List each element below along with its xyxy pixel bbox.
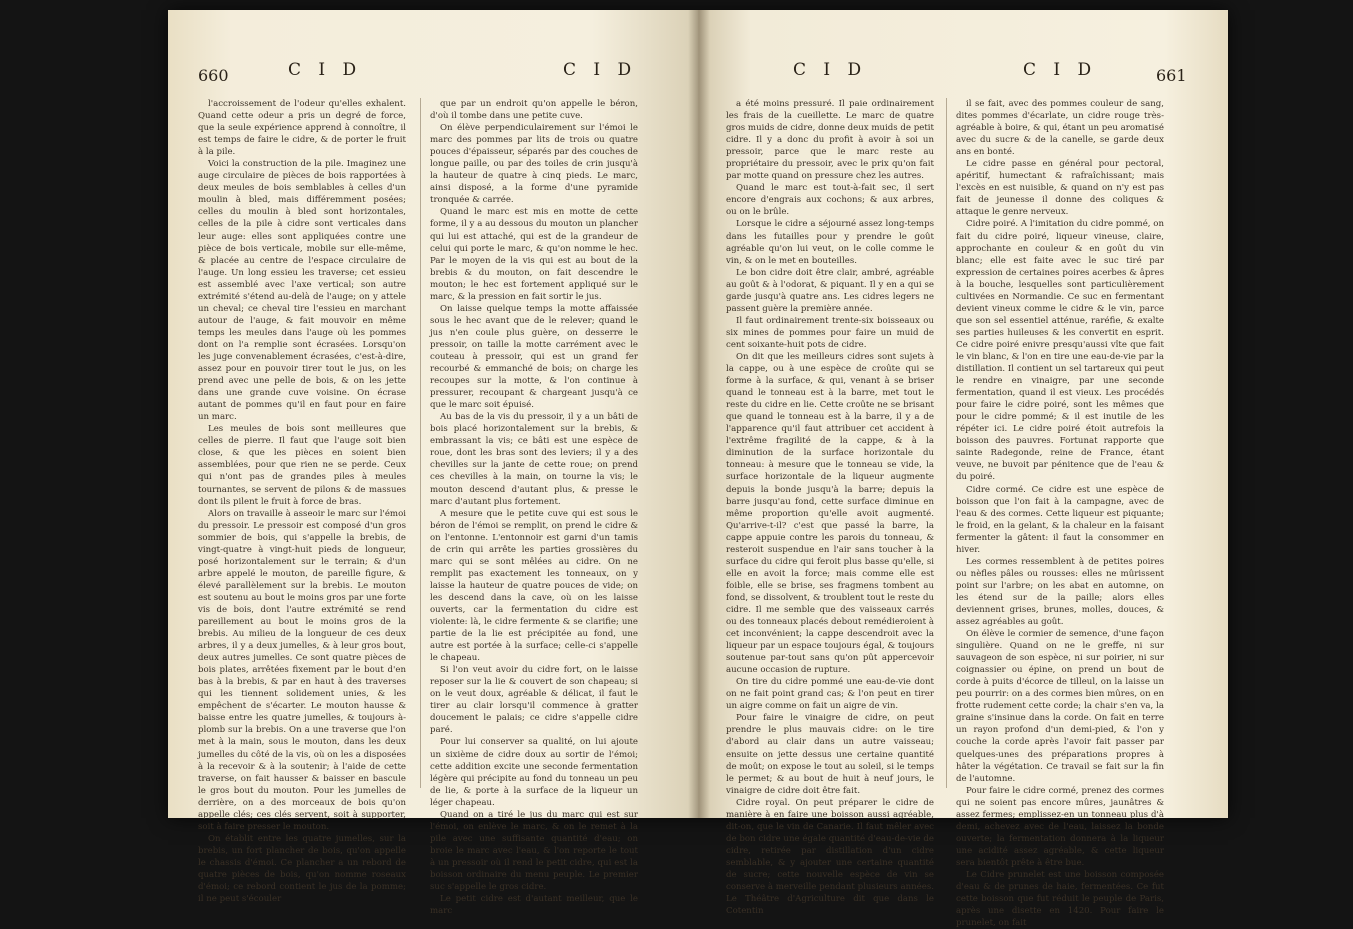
left-column-1 <box>198 98 406 905</box>
page-number-right: 661 <box>1156 66 1187 85</box>
paragraph: Cidre royal. On peut préparer le cidre de manière à en faire une boisson aussi agréable, dit-on, que le vin de Canarie. Il faut mêler avec de bon cidre une égale quantité d'eau-de-vie de cidre, retirée par distillation d'un cidre semblable, & y ajouter une certaine quantité de sucre; cette nouvelle espèce de vin se conserve à merveille pendant plusieurs années. Le Théâtre d'Agriculture dit que dans le Cotentin <box>726 797 934 917</box>
paragraph: On dit que les meilleurs cidres sont sujets à la cappe, ou à une espèce de croûte qui se forme à la surface, & qui, venant à se briser quand le tonneau est à la barre, met tout le reste du cidre en lie. Cette croûte ne se brisant que quand le tonneau est à la barre, il y a de l'apparence qu'il faut attribuer cet accident à l'extrême fragilité de la cappe, & à la diminution de la surface horizontale du tonneau: à mesure que le tonneau se vide, la surface horizontale de la liqueur augmente depuis la bonde jusqu'à la barre; depuis la barre jusqu'au fond, cette surface diminue en même proportion qu'elle avoit augmenté. Qu'arrive-t-il? c'est que passé la barre, la cappe appuie contre les parois du tonneau, & resteroit suspendue en l'air sans toucher à la surface du cidre qui feroit plus basse qu'elle, si elle en avoit la force; mais comme elle est foible, elle se brise, ses fragmens tombent au fond, se dissolvent, & troublent tout le reste du cidre. Il me semble que des vaisseaux carrés ou des tonneaux placés debout remédieroient à cet inconvénient; la cappe descendroit avec la liqueur par un espace toujours égal, & toujours soutenue par-tout sans qu'on pût appercevoir aucune occasion de rupture. <box>726 351 934 676</box>
column-rule <box>420 98 421 788</box>
paragraph: Le petit cidre est d'autant meilleur, que le marc <box>430 894 638 917</box>
right-column-1 <box>726 98 934 917</box>
left-column-2 <box>430 98 638 917</box>
paragraph: Pour faire le cidre cormé, prenez des cormes qui ne soient pas encore mûres, jaunâtres & assez fermes; emplissez-en un tonneau plus d'à demi, achevez avec de l'eau, laissez la bonde ouverte; la fermentation donnera à la liqueur une acidité assez agréable, & cette liqueur sera bientôt prête à être bue. <box>956 785 1164 868</box>
paragraph: Cidre cormé. Ce cidre est une espèce de boisson que l'on fait à la campagne, avec de l'eau & des cormes. Cette liqueur est piquante; le froid, en la gelant, & la chaleur en la faisant fermenter la gâtent: il faut la consommer en hiver. <box>956 484 1164 555</box>
paragraph: A mesure que le petite cuve qui est sous le béron de l'émoi se remplit, on prend le cidre & on l'entonne. L'entonnoir est garni d'un tamis de crin qui arrête les parties grossières du marc qui se sont mêlées au cidre. On ne remplit pas exactement les tonneaux, on y laisse la hauteur de quatre pouces de vide; on les descend dans la cave, où on les laisse ouverts, car la fermentation du cidre est violente: là, le cidre fermente & se clarifie; une partie de la lie est précipitée au fond, une autre est portée à la surface; celle-ci s'appelle le chapeau. <box>430 508 638 664</box>
paragraph: a été moins pressuré. Il paie ordinairement les frais de la cueillette. Le marc de quatre gros muids de cidre, donne deux muids de petit cidre. Il y a donc du profit à avoir à soi un pressoir, parce que le marc reste au propriétaire du pressoir, avec le prix qu'on fait par motte quand on pressure chez les autres. <box>726 99 934 182</box>
paragraph: On tire du cidre pommé une eau-de-vie dont on ne fait point grand cas; & l'on peut en tirer un aigre comme on fait un aigre de vin. <box>726 677 934 712</box>
paragraph: Quand le marc est mis en motte de cette forme, il y a au dessous du mouton un plancher qui lui est attaché, qui est de la grandeur de celui qui porte le marc, & qu'on nomme le hec. Par le moyen de la vis qui est au bout de la brebis & du mouton, on fait descendre le mouton; le hec est fortement appliqué sur le marc, & la pression en fait sortir le jus. <box>430 207 638 302</box>
paragraph: Le cidre passe en général pour pectoral, apéritif, humectant & rafraîchissant; mais l'excès en est nuisible, & quand on n'y est pas fait de jeunesse il donne des coliques & attaque le genre nerveux. <box>956 159 1164 218</box>
page-number-left: 660 <box>198 66 229 85</box>
left-page <box>168 10 698 917</box>
running-header-right: C I D <box>793 60 868 80</box>
running-header-right-col2: C I D <box>1023 60 1098 80</box>
paragraph: Le Cidre prunelet est une boisson composée d'eau & de prunes de haie, fermentées. Ce fut cette boisson que fut réduit le peuple de Paris, après une disette en 1420. Pour faire le prunelet, on fait <box>956 870 1164 929</box>
open-book <box>168 10 1228 929</box>
paragraph: il se fait, avec des pommes couleur de sang, dites pommes d'écarlate, un cidre rouge très-agréable à boire, & qui, étant un peu aromatisé avec du sucre & de la canelle, se garde deux ans en bonté. <box>956 99 1164 158</box>
paragraph: On élève le cormier de semence, d'une façon singulière. Quand on ne le greffe, ni sur sauvageon de son espèce, ni sur poirier, ni sur coignassier ou épine, on prend un bout de corde à puits d'écorce de tilleul, on la laisse un peu pourrir: on a des cormes bien mûres, on en frotte rudement cette corde; la chair s'en va, la graine s'insinue dans la corde. On fait en terre un rayon profond d'un demi-pied, & l'on y couche la corde après l'avoir fait passer par quelques-unes des préparations propres à hâter la végétation. Ce travail se fait sur la fin de l'automne. <box>956 629 1164 784</box>
paragraph: On établit entre les quatre jumelles, sur la brebis, un fort plancher de bois, qu'on appelle le chassis d'émoi. Ce plancher a un rebord de quatre pièces de bois, qu'on nomme roseaux d'émoi; ce rebord contient le jus de la pomme; il ne peut s'écouler <box>198 833 406 905</box>
paragraph: Les meules de bois sont meilleures que celles de pierre. Il faut que l'auge soit bien close, & que les pièces en soient bien assemblées, pour que rien ne se perde. Ceux qui n'ont pas de grandes piles à meules tournantes, se servent de pilons & de massues dont ils pilent le fruit à force de bras. <box>198 424 406 507</box>
column-rule <box>946 98 947 788</box>
book-gutter <box>688 10 710 818</box>
paragraph: Si l'on veut avoir du cidre fort, on le laisse reposer sur la lie & couvert de son chapeau; si on le veut doux, agréable & délicat, il faut le tirer au clair lorsqu'il commence à gratter doucement le palais; ce cidre s'appelle cidre paré. <box>430 665 638 736</box>
paragraph: On laisse quelque temps la motte affaissée sous le hec avant que de le relever; quand le jus n'en coule plus guère, on desserre le pressoir, on taille la motte carrément avec le couteau à pressoir, qui est un grand fer recourbé & emmanché de bois; on charge les recoupes sur la motte, & l'on continue à pressurer, recoupant & chargeant jusqu'à ce que le marc soit épuisé. <box>430 303 638 411</box>
running-header-left: C I D <box>288 60 363 80</box>
paragraph: Les cormes ressemblent à de petites poires ou nèfles pâles ou rousses: elles ne mûrissent point sur l'arbre; on les abat en automne, on les étend sur de la paille; alors elles deviennent grises, brunes, molles, douces, & assez agréables au goût. <box>956 556 1164 628</box>
paragraph: Il faut ordinairement trente-six boisseaux ou six mines de pommes pour faire un muid de cent soixante-huit pots de cidre. <box>726 315 934 350</box>
paragraph: Quand le marc est tout-à-fait sec, il sert encore d'engrais aux cochons; & aux arbres, ou on le brûle. <box>726 183 934 218</box>
paragraph: Alors on travaille à asseoir le marc sur l'émoi du pressoir. Le pressoir est composé d'un gros sommier de bois, qui s'appelle la brebis, de vingt-quatre à vingt-huit pieds de longueur, posé horizontalement sur le terrain; & d'un arbre appelé le mouton, de pareille figure, & élevé parallèlement sur la brebis. Le mouton est soutenu au bout le moins gros par une forte vis de bois, dont l'autre extrémité se rend pareillement au bout le moins gros de la brebis. Au milieu de la longueur de ces deux arbres, il y a deux jumelles, & à leur gros bout, deux autres jumelles. Ce sont quatre pièces de bois plates, arrêtées fixement par le bout d'en bas à la brebis, & par en haut à des traverses qui les tiennent solidement unies, & les empêchent de s'écarter. Le mouton hausse & baisse entre les quatre jumelles, & toujours à-plomb sur la brebis. On a une traverse que l'on met à la main, sous le mouton, dans les deux jumelles du côté de la vis, où on les a disposées à la recevoir & à la soutenir; à l'aide de cette traverse, on fait hausser & baisser en bascule le gros bout du mouton. Pour les jumelles de derrière, on a des morceaux de bois qu'on appelle clés; ces clés servent, soit à supporter, soit à faire presser le mouton. <box>198 508 406 832</box>
paragraph: Au bas de la vis du pressoir, il y a un bâti de bois placé horizontalement sur la brebis, & embrassant la vis; ce bâti est une espèce de roue, dont les bras sont des leviers; il y a des chevilles sur la jante de cette roue; on prend ces chevilles à la main, on tourne la vis; le mouton descend d'autant plus, & presse le marc d'autant plus fortement. <box>430 412 638 507</box>
paragraph: l'accroissement de l'odeur qu'elles exhalent. Quand cette odeur a pris un degré de force, que la seule expérience apprend à connoître, il est temps de faire le cidre, & de porter le fruit à la pile. <box>198 99 406 158</box>
right-page <box>698 10 1228 929</box>
paragraph: Cidre poiré. A l'imitation du cidre pommé, on fait du cidre poiré, liqueur vineuse, claire, approchante en couleur & en goût du vin blanc; elle est faite avec le suc tiré par expression de certaines poires acerbes & âpres à la bouche, lesquelles sont particulièrement cultivées en Normandie. Ce suc en fermentant devient vineux comme le cidre & le vin, parce que son sel essentiel atténue, raréfie, & exalte ses parties huileuses & les convertit en esprit. Ce cidre poiré enivre presqu'aussi vîte que fait le vin blanc, & l'on en tire une eau-de-vie par la distillation. Il contient un sel tartareux qui peut le rendre en vinaigre, par une seconde fermentation, quand il est vieux. Les procédés pour faire le cidre poiré, sont les mêmes que pour le cidre pommé; & il est inutile de les répéter ici. Le cidre poiré étoit autrefois la boisson des pauvres. Fortunat rapporte que sainte Radegonde, reine de France, étant veuve, ne buvoit par pénitence que de l'eau & du poiré. <box>956 219 1164 483</box>
paragraph: On élève perpendiculairement sur l'émoi le marc des pommes par lits de trois ou quatre pouces d'épaisseur, séparés par des couches de longue paille, ou par des toiles de crin jusqu'à la hauteur de quatre à cinq pieds. Le marc, ainsi disposé, a la forme d'une pyramide tronquée & carrée. <box>430 123 638 206</box>
paragraph: Le bon cidre doit être clair, ambré, agréable au goût & à l'odorat, & piquant. Il y en a qui se garde jusqu'à quatre ans. Les cidres legers ne passent guère la première année. <box>726 267 934 314</box>
paragraph: Voici la construction de la pile. Imaginez une auge circulaire de pièces de bois rapportées à deux meules de bois semblables à celles d'un moulin à bled, mais différemment posées; celles du moulin à bled sont horizontales, celles de la pile à cidre sont verticales dans leur auge: elles sont appliquées contre une pièce de bois verticale, mobile sur elle-même, & placée au centre de l'espace circulaire de l'auge. Un long essieu les traverse; cet essieu est assemblé avec l'axe vertical; son autre extrémité s'étend au-delà de l'auge; on y attele un cheval; ce cheval tire l'essieu en marchant autour de l'auge, & fait mouvoir en même temps les meules dans l'auge où les pommes dont on l'a remplie sont écrasées. Lorsqu'on les juge convenablement écrasées, c'est-à-dire, assez pour en pouvoir tirer tout le jus, on les prend avec une pelle de bois, & on les jette dans une grande cuve voisine. On écrase autant de pommes qu'il en faut pour en faire un marc. <box>198 159 406 423</box>
paragraph: Pour lui conserver sa qualité, on lui ajoute un sixième de cidre doux au sortir de l'émoi; cette addition excite une seconde fermentation légère qui précipite au fond du tonneau un peu de lie, & porte à la surface de la liqueur un léger chapeau. <box>430 737 638 808</box>
paragraph: Quand on a tiré le jus du marc qui est sur l'émoi, on enlève le marc, & on le remet à la pile avec une suffisante quantité d'eau; on broie le marc avec l'eau, & l'on reporte le tout à un pressoir où il rend le petit cidre, qui est la boisson ordinaire du menu peuple. Le premier suc s'appelle le gros cidre. <box>430 809 638 893</box>
paragraph: Pour faire le vinaigre de cidre, on peut prendre le plus mauvais cidre: on le tire d'abord au clair dans un autre vaisseau; ensuite on jette dessus une certaine quantité de moût; on expose le tout au soleil, si le temps le permet; & au bout de huit à neuf jours, le vinaigre de cidre doit être fait. <box>726 713 934 796</box>
right-column-2 <box>956 98 1164 929</box>
running-header-left-col2: C I D <box>563 60 638 80</box>
paragraph: que par un endroit qu'on appelle le béron, d'où il tombe dans une petite cuve. <box>430 99 638 122</box>
paragraph: Lorsque le cidre a séjourné assez long-temps dans les futailles pour y prendre le goût agréable qu'on lui veut, on le colle comme le vin, & on le met en bouteilles. <box>726 219 934 266</box>
